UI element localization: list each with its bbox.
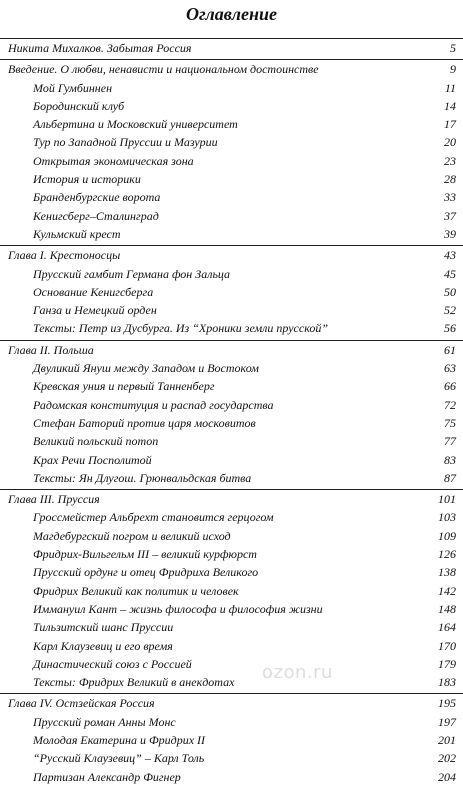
toc-page-number: 197 <box>438 714 456 729</box>
toc-page-number: 52 <box>444 303 456 318</box>
toc-entry-title: Никита Михалков. Забытая Россия <box>8 41 192 55</box>
toc-section-row <box>0 451 463 469</box>
toc-page-number: 5 <box>450 41 456 55</box>
toc-section-row <box>0 637 463 655</box>
toc-entry-title: Партизан Александр Фигнер <box>33 769 181 784</box>
toc-page-number: 126 <box>438 547 456 562</box>
toc-entry-title: Тур по Западной Пруссии и Мазурии <box>33 135 218 150</box>
toc-page-number: 23 <box>444 153 456 168</box>
toc-section-row <box>0 396 463 414</box>
toc-entry-title: Кревская уния и первый Танненберг <box>33 379 215 394</box>
toc-section-row <box>0 319 463 337</box>
toc-section-row <box>0 301 463 319</box>
toc-entry-title: Магдебургский погром и великий исход <box>33 528 231 543</box>
toc-section-row <box>0 527 463 545</box>
toc-entry-title: Тексты: Петр из Дусбурга. Из “Хроники земли прусской” <box>33 321 329 336</box>
toc-entry-title: Фридрих Великий как политик и человек <box>33 583 239 598</box>
toc-entry-title: Глава III. Пруссия <box>8 492 100 507</box>
toc-page-number: 50 <box>444 284 456 299</box>
toc-entry-title: Прусский гамбит Германа фон Зальца <box>33 266 231 281</box>
toc-section-row <box>0 731 463 749</box>
toc-entry-title: История и историки <box>33 172 141 187</box>
toc-page-number: 148 <box>438 601 456 616</box>
toc-page-number: 75 <box>444 415 456 430</box>
toc-section-row <box>0 432 463 450</box>
toc-page-number: 202 <box>438 751 456 766</box>
toc-page-number: 77 <box>444 434 456 449</box>
toc-section-row <box>0 618 463 636</box>
toc-section-row <box>0 207 463 225</box>
toc-section-row <box>0 225 463 243</box>
toc-page-number: 28 <box>444 172 456 187</box>
toc-chapter-row <box>0 38 463 57</box>
toc-entry-title: Тексты: Фридрих Великий в анекдотах <box>33 675 235 690</box>
toc-entry-title: Молодая Екатерина и Фридрих II <box>33 732 206 747</box>
toc-entry-title: Карл Клаузевиц и его время <box>33 638 173 653</box>
toc-entry-title: Гроссмейстер Альбрехт становится герцогом <box>33 510 274 525</box>
toc-chapter-row <box>0 245 463 264</box>
toc-section-row <box>0 582 463 600</box>
toc-page-number: 164 <box>438 620 456 635</box>
toc-page-number: 9 <box>450 62 456 77</box>
toc-page-number: 201 <box>438 732 456 747</box>
toc-page-number: 61 <box>444 342 456 357</box>
toc-section-row <box>0 749 463 767</box>
toc-section-row <box>0 265 463 283</box>
toc-page-number: 103 <box>438 510 456 525</box>
toc-section-row <box>0 768 463 786</box>
toc-section-row <box>0 655 463 673</box>
toc-page-number: 138 <box>438 565 456 580</box>
toc-section-row <box>0 133 463 151</box>
toc-section-row <box>0 359 463 377</box>
toc-chapter-row <box>0 340 463 359</box>
toc-section-row <box>0 563 463 581</box>
toc-section-row <box>0 545 463 563</box>
toc-page-number: 66 <box>444 379 456 394</box>
toc-entry-title: Бранденбургские ворота <box>33 190 161 205</box>
toc-page-number: 101 <box>438 492 456 507</box>
toc-entry-title: Династический союз с Россией <box>33 656 192 671</box>
toc-entry-title: Альбертина и Московский университет <box>33 117 238 132</box>
toc-entry-title: Кульмский крест <box>33 226 121 241</box>
toc-section-row <box>0 414 463 432</box>
toc-entry-title: Тильзитский шанс Пруссии <box>33 620 174 635</box>
toc-entry-title: Открытая экономическая зона <box>33 153 194 168</box>
toc-page-number: 37 <box>444 208 456 223</box>
toc-entry-title: Бородинский клуб <box>33 98 125 113</box>
toc-page-number: 83 <box>444 452 456 467</box>
toc-entry-title: Двуликий Януш между Западом и Востоком <box>33 361 259 376</box>
toc-page-number: 195 <box>438 696 456 711</box>
toc-entry-title: Кенигсберг–Сталинград <box>33 208 159 223</box>
toc-page-number: 33 <box>444 190 456 205</box>
toc-section-row <box>0 283 463 301</box>
toc-section-row <box>0 115 463 133</box>
toc-entry-title: Ганза и Немецкий орден <box>33 303 157 318</box>
toc-section-row <box>0 97 463 115</box>
toc-entry-title: Глава IV. Остзейская Россия <box>8 696 155 711</box>
toc-section-row <box>0 377 463 395</box>
toc-entry-title: Фридрих-Вильгельм III – великий курфюрст <box>33 547 257 562</box>
toc-entry-title: Иммануил Кант – жизнь философа и философия жизни <box>33 601 323 616</box>
toc-entry-title: Прусский роман Анны Монс <box>33 714 176 729</box>
toc-chapter-row <box>0 489 463 508</box>
toc-page-number: 142 <box>438 583 456 598</box>
toc-page-number: 45 <box>444 266 456 281</box>
toc-section-row <box>0 170 463 188</box>
toc-page-number: 183 <box>438 675 456 690</box>
toc-page-number: 63 <box>444 361 456 376</box>
toc-page-number: 87 <box>444 470 456 485</box>
toc-entry-title: Глава II. Польша <box>8 342 94 357</box>
toc-page-number: 43 <box>444 248 456 263</box>
toc-section-row <box>0 713 463 731</box>
toc-entry-title: Основание Кенигсберга <box>33 284 154 299</box>
toc-entry-title: Введение. О любви, ненависти и национальном достоинстве <box>8 62 319 77</box>
watermark: ozon.ru <box>262 662 333 683</box>
toc-page-number: 14 <box>444 98 456 113</box>
toc-page-number: 17 <box>444 117 456 132</box>
toc-entry-title: Крах Речи Посполитой <box>33 452 152 467</box>
toc-page-number: 72 <box>444 397 456 412</box>
toc-entry-title: Великий польский потоп <box>33 434 159 449</box>
toc-page-number: 170 <box>438 638 456 653</box>
toc-section-row <box>0 188 463 206</box>
toc-chapter-row <box>0 693 463 712</box>
toc-page-number: 109 <box>438 528 456 543</box>
toc-entry-title: Прусский ордунг и отец Фридриха Великого <box>33 565 259 580</box>
toc-entry-title: Стефан Баторий против царя московитов <box>33 415 256 430</box>
toc-section-row <box>0 152 463 170</box>
toc-entry-title: “Русский Клаузевиц” – Карл Толь <box>33 751 205 766</box>
toc-page-number: 56 <box>444 321 456 336</box>
toc-section-row <box>0 673 463 691</box>
toc-chapter-row <box>0 59 463 78</box>
toc-page-number: 39 <box>444 226 456 241</box>
toc-entry-title: Мой Гумбиннен <box>33 80 113 95</box>
toc-entry-title: Тексты: Ян Длугош. Грюнвальдская битва <box>33 470 252 485</box>
toc-page-number: 11 <box>444 80 456 95</box>
toc-page-number: 179 <box>438 656 456 671</box>
toc-entry-title: Радомская конституция и распад государства <box>33 397 274 412</box>
toc-section-row <box>0 79 463 97</box>
toc-page-number: 20 <box>444 135 456 150</box>
toc-page-number: 204 <box>438 769 456 784</box>
table-of-contents <box>0 38 463 786</box>
toc-entry-title: Глава I. Крестоносцы <box>8 248 121 263</box>
toc-section-row <box>0 600 463 618</box>
toc-section-row <box>0 469 463 487</box>
page-title: Оглавление <box>186 4 277 24</box>
toc-section-row <box>0 508 463 526</box>
